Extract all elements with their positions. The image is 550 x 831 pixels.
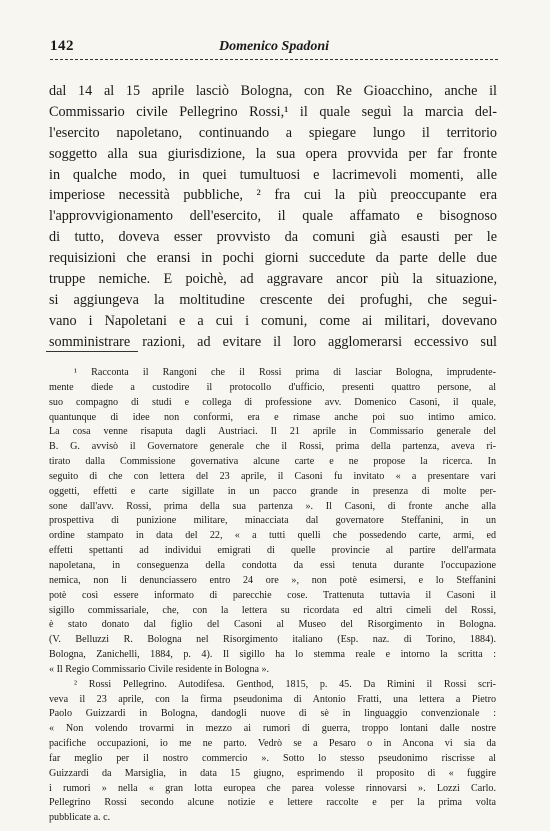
footnote-line: prospettiva di punizione militare, minacciata dal governatore Steffanini, in un (49, 515, 496, 527)
footnote-line: potè così essere informato di parecchie cose. Trattenuta tuttavia il Casoni il (49, 589, 496, 601)
footnote-line: far meglio per il nostro commercio ». Sotto lo stesso pseudonimo riscrisse al (49, 752, 496, 764)
footnote-line: Pellegrino Rossi secondo alcune notizie e lettere raccolte e per la prima volta (49, 797, 496, 809)
text-line: truppe nemiche. E poichè, ad aggravare ancor più la situazione, (49, 271, 497, 288)
text-line: l'esercito napoletano, continuando a spiegare lungo il territorio (49, 124, 497, 141)
footnote-rule (46, 351, 138, 352)
footnote-line: effetti spettanti ad individui emigrati di quelle provincie al partire dell'armata (49, 545, 496, 557)
text-line: somministrare razioni, ad evitare il loro agglomerarsi eccessivo sul (49, 333, 497, 350)
footnote-line: nemica, non li denunciassero entro 24 ore », non potè esimersi, e lo Steffanini (49, 574, 496, 586)
footnote-line: napoletana, in conseguenza della condotta da essi tenuta durante l'occupazione (49, 559, 496, 571)
footnote-line: sigillo commissariale, che, con la lettera su ricordata ed altri cimeli del Rossi, (49, 604, 496, 616)
text-line: soggetto alla sua giurisdizione, la sua opera provvida per far fronte (49, 145, 497, 162)
footnotes (49, 366, 496, 826)
footnote-line: pubblicate a. c. (49, 812, 111, 824)
footnote-line: Guizzardi da Marsiglia, in data 15 giugno, esprimendo il proposito di « fuggire (49, 767, 496, 779)
footnote-line: ¹ Racconta il Rangoni che il Rossi prima di lasciar Bologna, imprudente- (74, 367, 496, 378)
footnote-line: pacifiche occupazioni, io me ne parto. Vedrò se a Pesaro o in Ancona vi sia da (49, 738, 496, 750)
footnote-line: ordine stampato in data del 22, « a tutti quelli che possedendo carte, armi, ed (49, 530, 496, 542)
text-line: di tutto, doveva esser provvisto da comuni già esausti per le (49, 229, 497, 246)
text-line: vano i Napoletani e a cui i comuni, come ai militari, dovevano (49, 312, 497, 329)
text-line: dal 14 al 15 aprile lasciò Bologna, con Re Gioacchino, anche il (49, 83, 497, 99)
main-text (49, 81, 497, 353)
text-line: si aggiungeva la moltitudine crescente dei profughi, che segui- (49, 291, 497, 308)
footnote-line: veva il 23 aprile, con la firma pseudonima di Antonio Fratti, una lettera a Pietro (49, 693, 496, 705)
footnote-line: ² Rossi Pellegrino. Autodifesa. Genthod, 1815, p. 45. Da Rimini il Rossi scri- (74, 678, 496, 690)
text-line: requisizioni che eransi in pochi giorni succedute da parte delle due (49, 250, 497, 267)
footnote-line: è stato donato dal figlio del Casoni al Museo del Risorgimento in Bologna. (49, 619, 496, 631)
footnote-line: suo compagno di studi e collega di professione avv. Domenico Casoni, il quale, (49, 396, 496, 408)
header-rule (50, 59, 498, 60)
footnote-line: (V. Belluzzi R. Bologna nel Risorgimento italiano (Esp. naz. di Torino, 1884). (49, 634, 496, 646)
page-number: 142 (50, 38, 74, 54)
footnote-line: La cosa venne risaputa dagli Austriaci. Il 21 aprile in Commissario generale del (49, 426, 496, 438)
text-line: in qualche modo, in quei tumultuosi e lacrimevoli momenti, alle (49, 166, 497, 183)
footnote-line: Bologna, Zanichelli, 1884, p. 4). Il sigillo ha lo stemma reale e intorno la scritta : (49, 649, 496, 661)
footnote-line: quantunque di idee non conformi, era e rimase anche poi suo intimo amico. (49, 411, 496, 423)
footnote-line: seguito di che con lettera del 23 aprile, il Casoni fu invitato « a presentare vari (49, 470, 496, 482)
text-line: l'approvvigionamento dell'esercito, il quale affamato e bisognoso (49, 208, 497, 225)
footnote-line: tirato dalla Commissione governativa alcune carte e ne propose la ricerca. In (49, 456, 496, 468)
footnote-line: « Non volendo trovarmi in mezzo ai rumori di guerra, troppo lontani dalle nostre (49, 723, 496, 735)
text-line: imperiose necessità pubbliche, ² fra cui la più preoccupante era (49, 187, 497, 204)
running-head (50, 38, 498, 60)
footnote-line: Paolo Guizzardi in Bologna, dandogli nuove di sè in linguaggio convenzionale : (49, 708, 496, 720)
footnote-line: « Il Regio Commissario Civile residente in Bologna ». (49, 663, 270, 675)
footnote-line: B. G. avvisò il Governatore generale che il Rossi, prima della partenza, aveva ri- (49, 441, 496, 453)
footnote-line: sone dall'avv. Rossi, prima della sua partenza ». Il Casoni, di fronte anche alla (49, 500, 496, 512)
running-title: Domenico Spadoni (218, 39, 330, 54)
footnote-line: mente diede a custodire il protocollo d'ufficio, presenti quattro persone, al (49, 381, 496, 393)
footnote-line: i rumori » nella « gran lotta europea che parea volesse rinnovarsi ». Lozzi Carlo. (49, 782, 496, 794)
footnote-line: oggetti, effetti e carte sigillate in un pacco grande in presenza di molte per- (49, 485, 496, 497)
text-line: Commissario civile Pellegrino Rossi,¹ il quale seguì la marcia del- (49, 103, 497, 120)
